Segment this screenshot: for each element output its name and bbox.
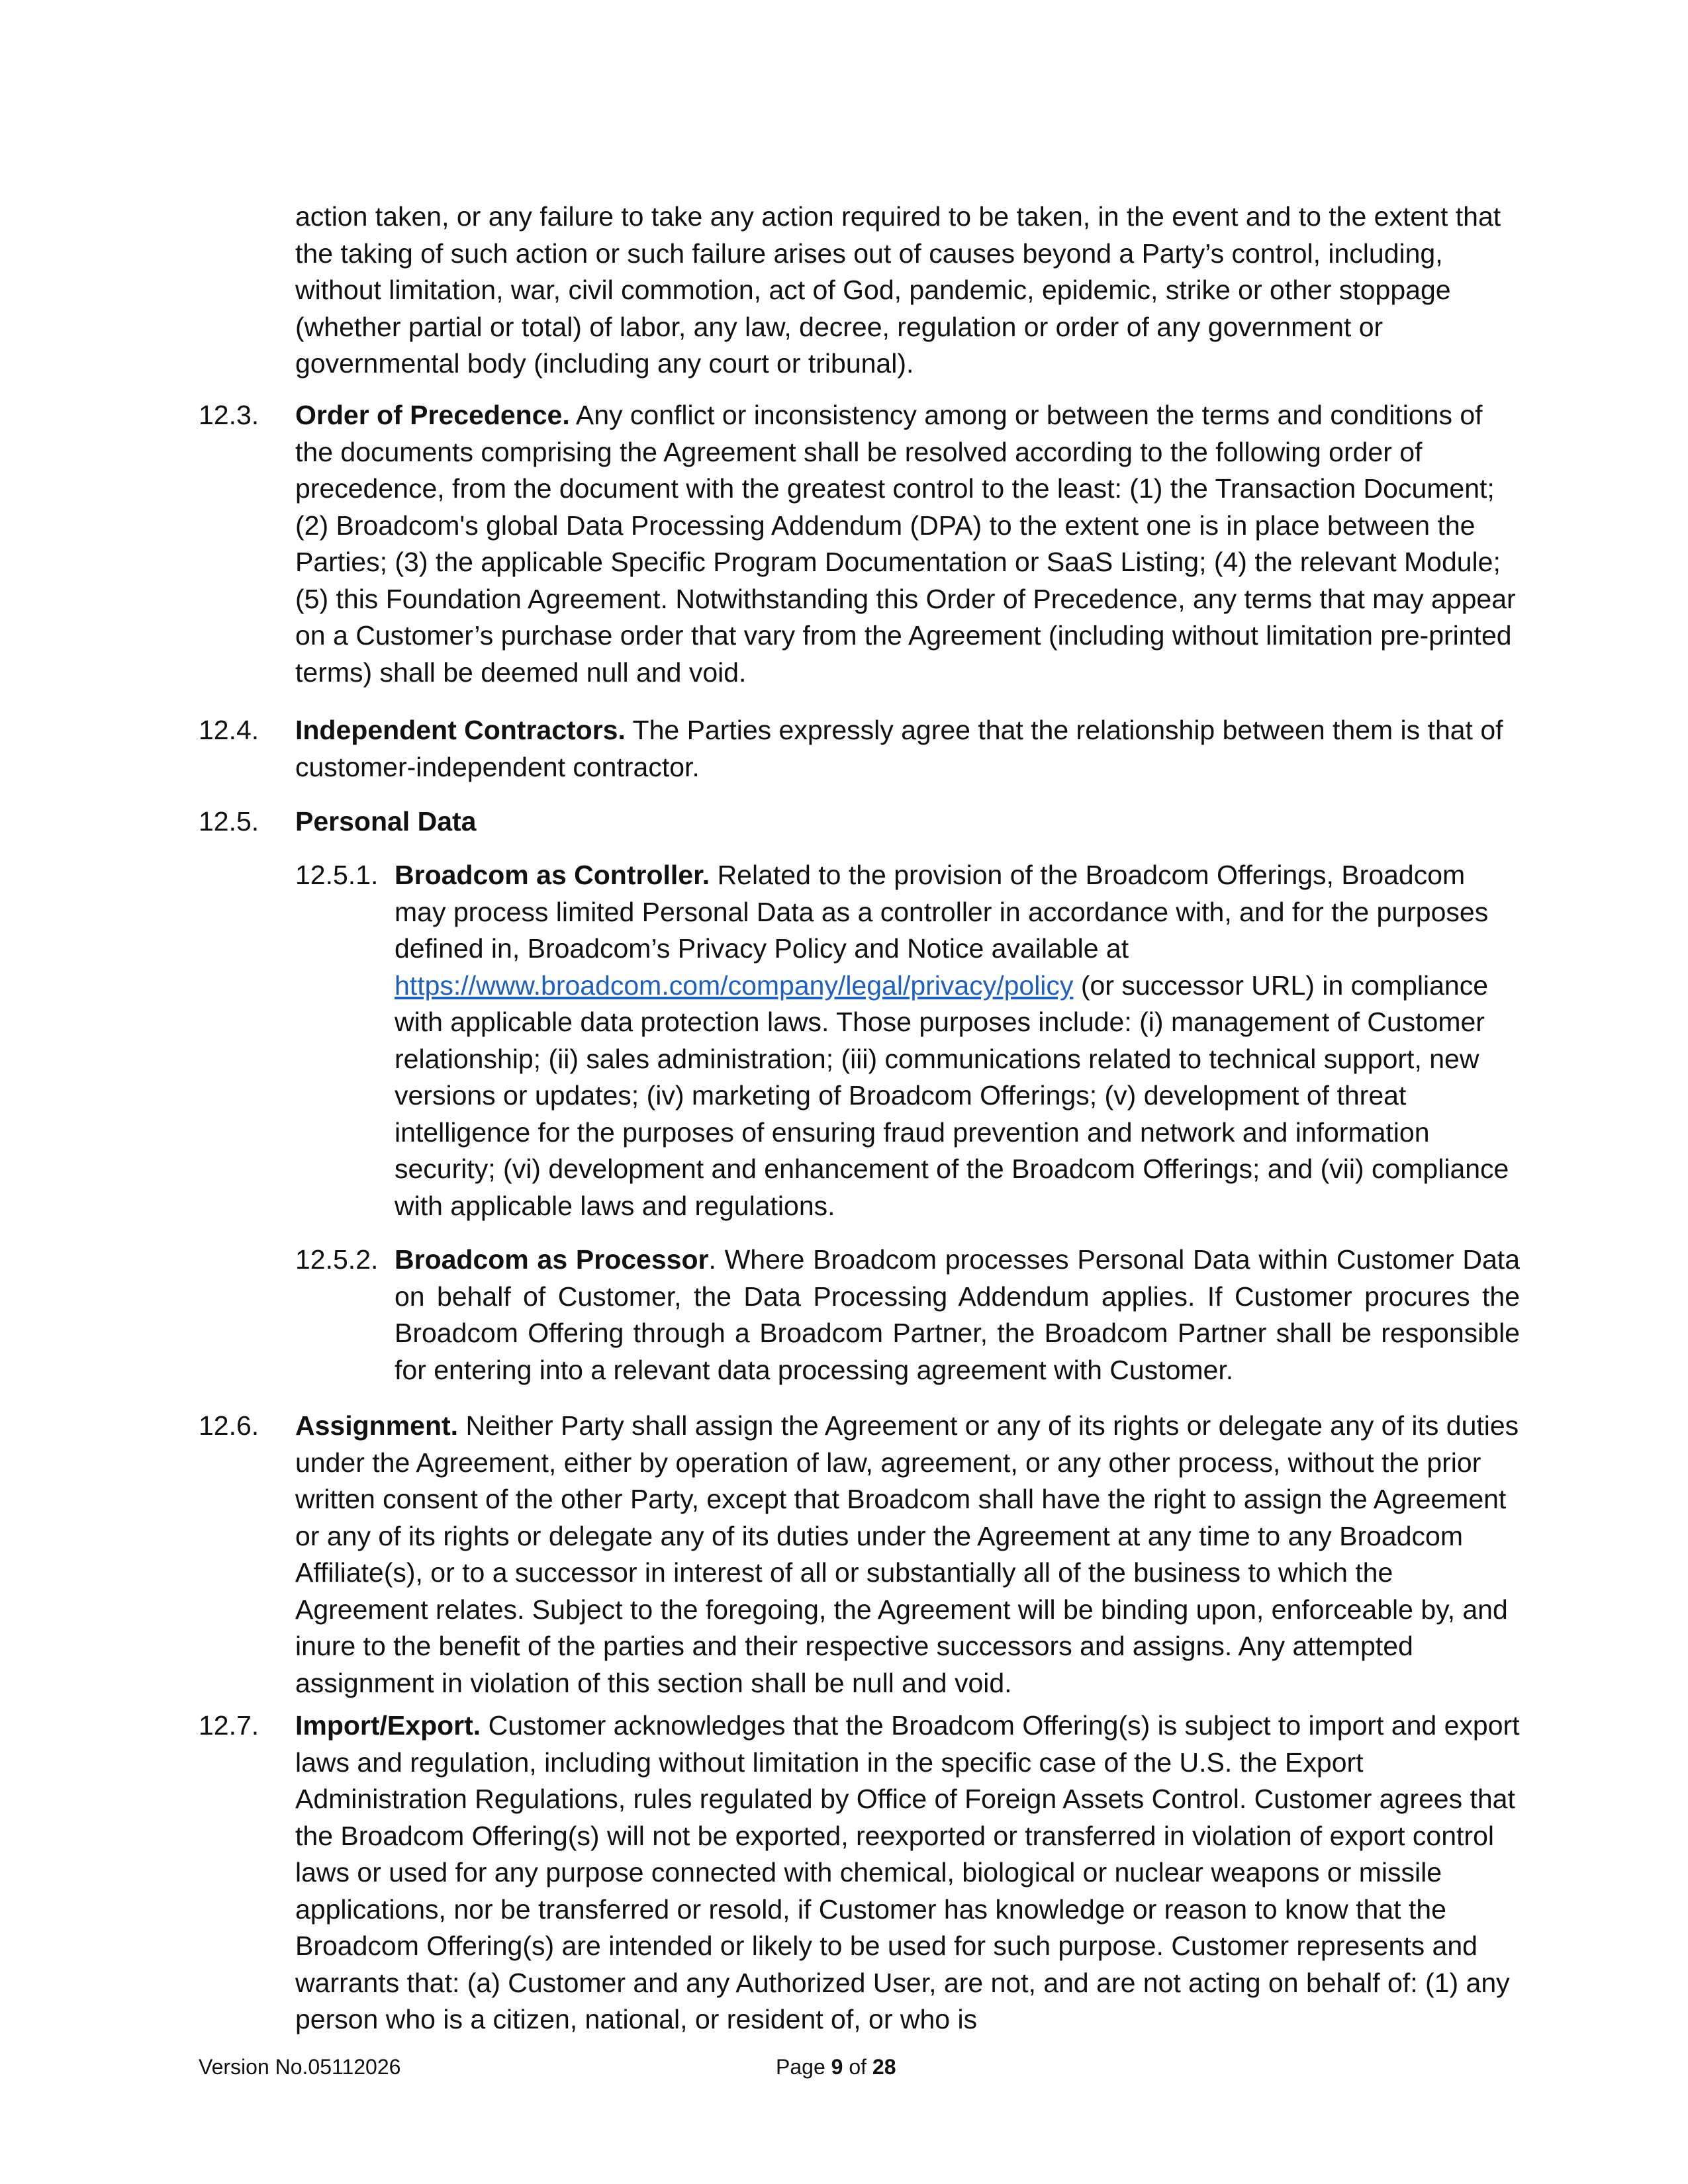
- section-12-5: [199, 803, 1520, 841]
- section-12-6: [199, 1408, 1520, 1702]
- section-text: Any conflict or inconsistency among or between the terms and conditions of the documents comprising the Agreement shall be resolved according to the following order of precedence, from the document with the greatest control to the least: (1) the Transaction Document; (2) Broadcom's global Data Processing Addendum (DPA) to the extent one is in place between the Parties; (3) the applicable Specific Program Documentation or SaaS Listing; (4) the relevant Module; (5) this Foundation Agreement. Notwithstanding this Order of Precedence, any terms that may appear on a Customer’s purchase order that vary from the Agreement (including without limitation pre-printed terms) shall be deemed null and void.: [295, 400, 1516, 688]
- section-heading: Import/Export.: [295, 1710, 481, 1741]
- section-text: . Where Broadcom processes Personal Data within Customer Data on behalf of Customer, the Data Processing Addendum applies. If Customer procures the Broadcom Offering through a Broadcom Partner, the Broadcom Partner shall be responsible for entering into a relevant data processing agreement with Customer.: [395, 1244, 1520, 1385]
- footer-version: Version No.05112026: [199, 2055, 401, 2079]
- section-number: 12.5.1.: [295, 860, 379, 890]
- section-heading: Independent Contractors.: [295, 715, 626, 745]
- section-number: 12.6.: [199, 1410, 259, 1441]
- section-text-continued: (or successor URL) in compliance with applicable data protection laws. Those purposes include: (i) management of Customer relationship; (ii) sales administration; (iii) communications related to technical support, new versions or updates; (iv) marketing of Broadcom Offerings; (v) development of threat intelligence for the purposes of ensuring fraud prevention and network and information security; (vi) development and enhancement of the Broadcom Offerings; and (vii) compliance with applicable laws and regulations.: [395, 970, 1509, 1221]
- section-body: [295, 1707, 1520, 2038]
- section-12-5-1: [295, 857, 1520, 1224]
- section-text: Neither Party shall assign the Agreement or any of its rights or delegate any of its duties under the Agreement, either by operation of law, agreement, or any other process, without the prior written consent of the other Party, except that Broadcom shall have the right to assign the Agreement or any of its rights or delegate any of its duties under the Agreement at any time to any Broadcom Affiliate(s), or to a successor in interest of all or substantially all of the business to which the Agreement relates. Subject to the foregoing, the Agreement will be binding upon, enforceable by, and inure to the benefit of the parties and their respective successors and assigns. Any attempted assignment in violation of this section shall be null and void.: [295, 1410, 1519, 1698]
- section-12-7: [199, 1707, 1520, 2038]
- section-number: 12.5.2.: [295, 1244, 379, 1275]
- section-heading: Order of Precedence.: [295, 400, 570, 430]
- section-12-3: [199, 397, 1520, 691]
- privacy-policy-link[interactable]: https://www.broadcom.com/company/legal/privacy/policy: [395, 970, 1074, 1001]
- section-12-4: [199, 712, 1520, 786]
- section-body: [295, 712, 1520, 786]
- section-text: Related to the provision of the Broadcom Offerings, Broadcom may process limited Personal Data as a controller in accordance with, and for the purposes defined in, Broadcom’s Privacy Policy and Notice available at: [395, 860, 1489, 964]
- page-current: 9: [831, 2055, 843, 2079]
- page-of-label: of: [843, 2055, 872, 2079]
- section-heading: Broadcom as Processor: [395, 1244, 709, 1275]
- section-text: The Parties expressly agree that the relationship between them is that of customer-independent contractor.: [295, 715, 1503, 782]
- section-body: [295, 1408, 1520, 1702]
- section-body: [395, 1242, 1520, 1388]
- page-label: Page: [776, 2055, 831, 2079]
- section-heading: Assignment.: [295, 1410, 459, 1441]
- section-heading: Broadcom as Controller.: [395, 860, 710, 890]
- section-text: Customer acknowledges that the Broadcom Offering(s) is subject to import and export laws and regulation, including without limitation in the specific case of the U.S. the Export Administration Regulations, rules regulated by Office of Foreign Assets Control. Customer agrees that the Broadcom Offering(s) will not be exported, reexported or transferred in violation of export control laws or used for any purpose connected with chemical, biological or nuclear weapons or missile applications, nor be transferred or resold, if Customer has knowledge or reason to know that the Broadcom Offering(s) are intended or likely to be used for such purpose. Customer represents and warrants that: (a) Customer and any Authorized User, are not, and are not acting on behalf of: (1) any person who is a citizen, national, or resident of, or who is: [295, 1710, 1520, 2034]
- section-number: 12.4.: [199, 715, 259, 745]
- section-body: [295, 397, 1520, 691]
- page-total: 28: [872, 2055, 896, 2079]
- section-body: [395, 857, 1520, 1224]
- section-body: [295, 803, 1520, 841]
- continued-paragraph: action taken, or any failure to take any action required to be taken, in the event and to the extent that the taking of such action or such failure arises out of causes beyond a Party’s control, including, without limitation, war, civil commotion, act of God, pandemic, epidemic, strike or other stoppage (whether partial or total) of labor, any law, decree, regulation or order of any government or governmental body (including any court or tribunal).: [295, 201, 1501, 379]
- section-number: 12.3.: [199, 400, 259, 430]
- section-12-5-2: [295, 1242, 1520, 1388]
- footer-page-number: [776, 2055, 896, 2079]
- section-heading: Personal Data: [295, 806, 477, 837]
- section-number: 12.7.: [199, 1710, 259, 1741]
- section-number: 12.5.: [199, 806, 259, 837]
